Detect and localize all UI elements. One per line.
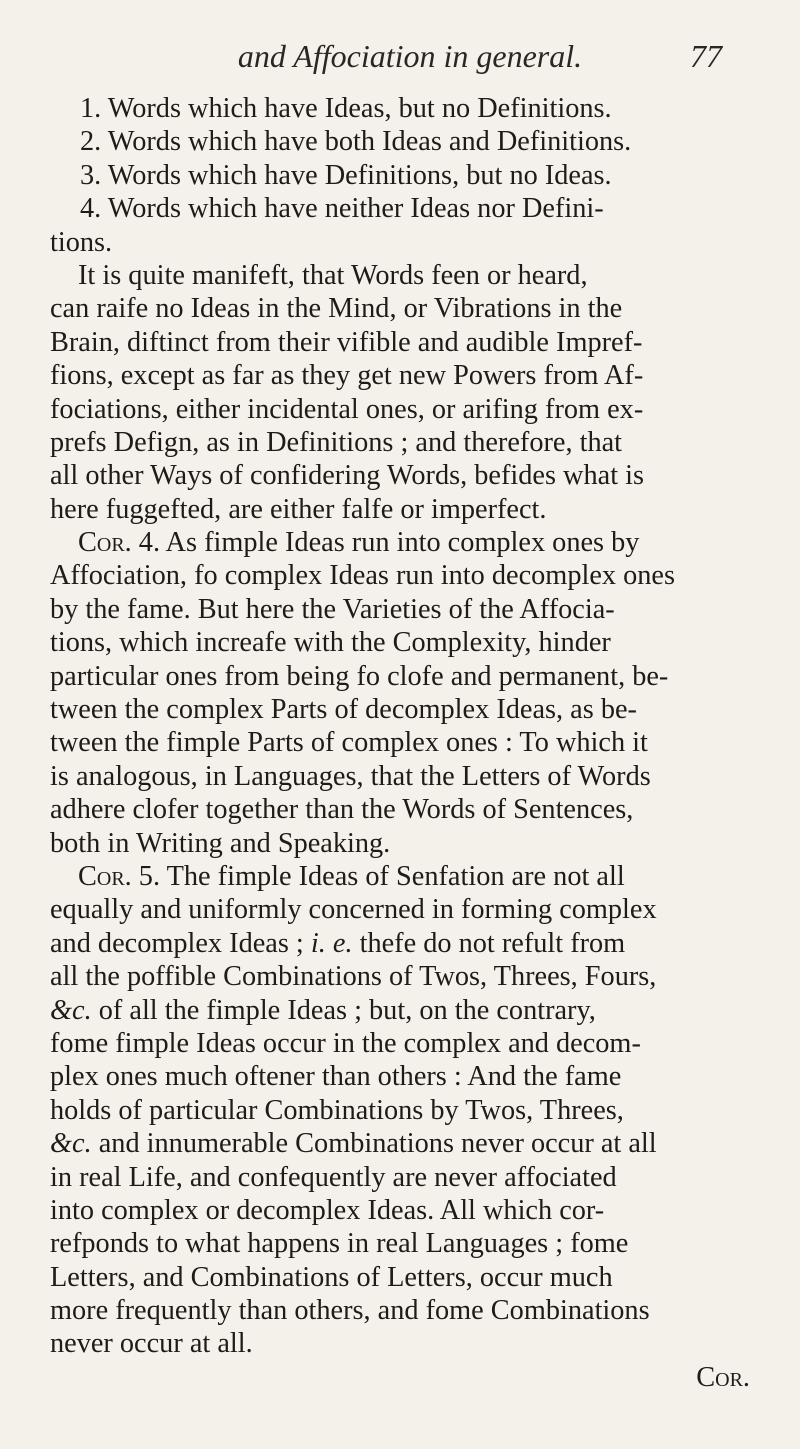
italic-abbrev: &c. bbox=[50, 994, 92, 1026]
text-line: by the fame. But here the Varieties of the Affocia- bbox=[50, 593, 615, 625]
list-item: 2. Words which have both Ideas and Definitions. bbox=[80, 126, 632, 158]
list-item-continuation: tions. bbox=[50, 226, 113, 258]
text-line: tions, which increafe with the Complexity, hinder bbox=[50, 627, 611, 659]
text-line: into complex or decomplex Ideas. All which cor- bbox=[50, 1194, 605, 1226]
text-line: tween the complex Parts of decomplex Ideas, as be- bbox=[50, 694, 637, 726]
text-line: prefs Defign, as in Definitions ; and therefore, that bbox=[50, 426, 623, 458]
text-line: fome fimple Ideas occur in the complex and decom- bbox=[50, 1027, 641, 1059]
text-line: both in Writing and Speaking. bbox=[50, 827, 391, 859]
text-line bbox=[50, 994, 762, 1027]
text-line: adhere clofer together than the Words of Sentences, bbox=[50, 794, 634, 826]
italic-abbrev: &c. bbox=[50, 1128, 92, 1160]
text-line bbox=[50, 860, 762, 893]
text-line: plex ones much oftener than others : And the fame bbox=[50, 1061, 622, 1093]
text-line bbox=[50, 526, 762, 559]
catchword: Cor. bbox=[696, 1361, 750, 1393]
text-line: particular ones from being fo clofe and permanent, be- bbox=[50, 660, 669, 692]
text-line: more frequently than others, and fome Combinations bbox=[50, 1295, 650, 1327]
text-line: all other Ways of confidering Words, befides what is bbox=[50, 460, 644, 492]
corollary-label: Cor. 5. bbox=[78, 860, 161, 892]
italic-abbrev: i. e. bbox=[310, 927, 353, 959]
text-line: is analogous, in Languages, that the Letters of Words bbox=[50, 760, 651, 792]
text-run: The fimple Ideas of Senfation are not all bbox=[166, 860, 625, 892]
text-run: As fimple Ideas run into complex ones by bbox=[165, 527, 640, 559]
text-line: fociations, either incidental ones, or arifing from ex- bbox=[50, 393, 644, 425]
text-line: here fuggefted, are either falfe or imperfect. bbox=[50, 493, 547, 525]
text-line: Letters, and Combinations of Letters, occur much bbox=[50, 1261, 613, 1293]
text-line: Brain, diftinct from their vifible and audible Impref- bbox=[50, 326, 643, 358]
text-line: can raife no Ideas in the Mind, or Vibrations in the bbox=[50, 293, 623, 325]
text-line: It is quite manifeft, that Words feen or heard, bbox=[78, 259, 588, 291]
list-item: 3. Words which have Definitions, but no Ideas. bbox=[80, 159, 612, 191]
text-line: tween the fimple Parts of complex ones : To which it bbox=[50, 727, 648, 759]
text-line: fions, except as far as they get new Powers from Af- bbox=[50, 360, 644, 392]
corollary-label: Cor. 4. bbox=[78, 527, 161, 559]
text-run: and decomplex Ideas ; bbox=[50, 927, 304, 959]
page-body bbox=[50, 92, 762, 1394]
text-line: refponds to what happens in real Languages ; fome bbox=[50, 1228, 629, 1260]
text-line bbox=[50, 927, 762, 960]
text-line: holds of particular Combinations by Twos, Threes, bbox=[50, 1094, 624, 1126]
list-item: 4. Words which have neither Ideas nor Defini- bbox=[80, 193, 604, 225]
text-run: of all the fimple Ideas ; but, on the contrary, bbox=[98, 994, 596, 1026]
text-line: all the poffible Combinations of Twos, Threes, Fours, bbox=[50, 961, 657, 993]
text-line: in real Life, and confequently are never affociated bbox=[50, 1161, 617, 1193]
text-line: equally and uniformly concerned in forming complex bbox=[50, 894, 657, 926]
text-run: and innumerable Combinations never occur at all bbox=[98, 1128, 657, 1160]
text-line: Affociation, fo complex Ideas run into decomplex ones bbox=[50, 560, 675, 592]
running-title: and Affociation in general. bbox=[237, 38, 583, 74]
list-item: 1. Words which have Ideas, but no Definitions. bbox=[80, 93, 612, 124]
text-line: never occur at all. bbox=[50, 1328, 253, 1360]
page-number: 77 bbox=[690, 38, 722, 74]
text-line bbox=[50, 1127, 762, 1160]
text-run: thefe do not refult from bbox=[359, 927, 626, 959]
